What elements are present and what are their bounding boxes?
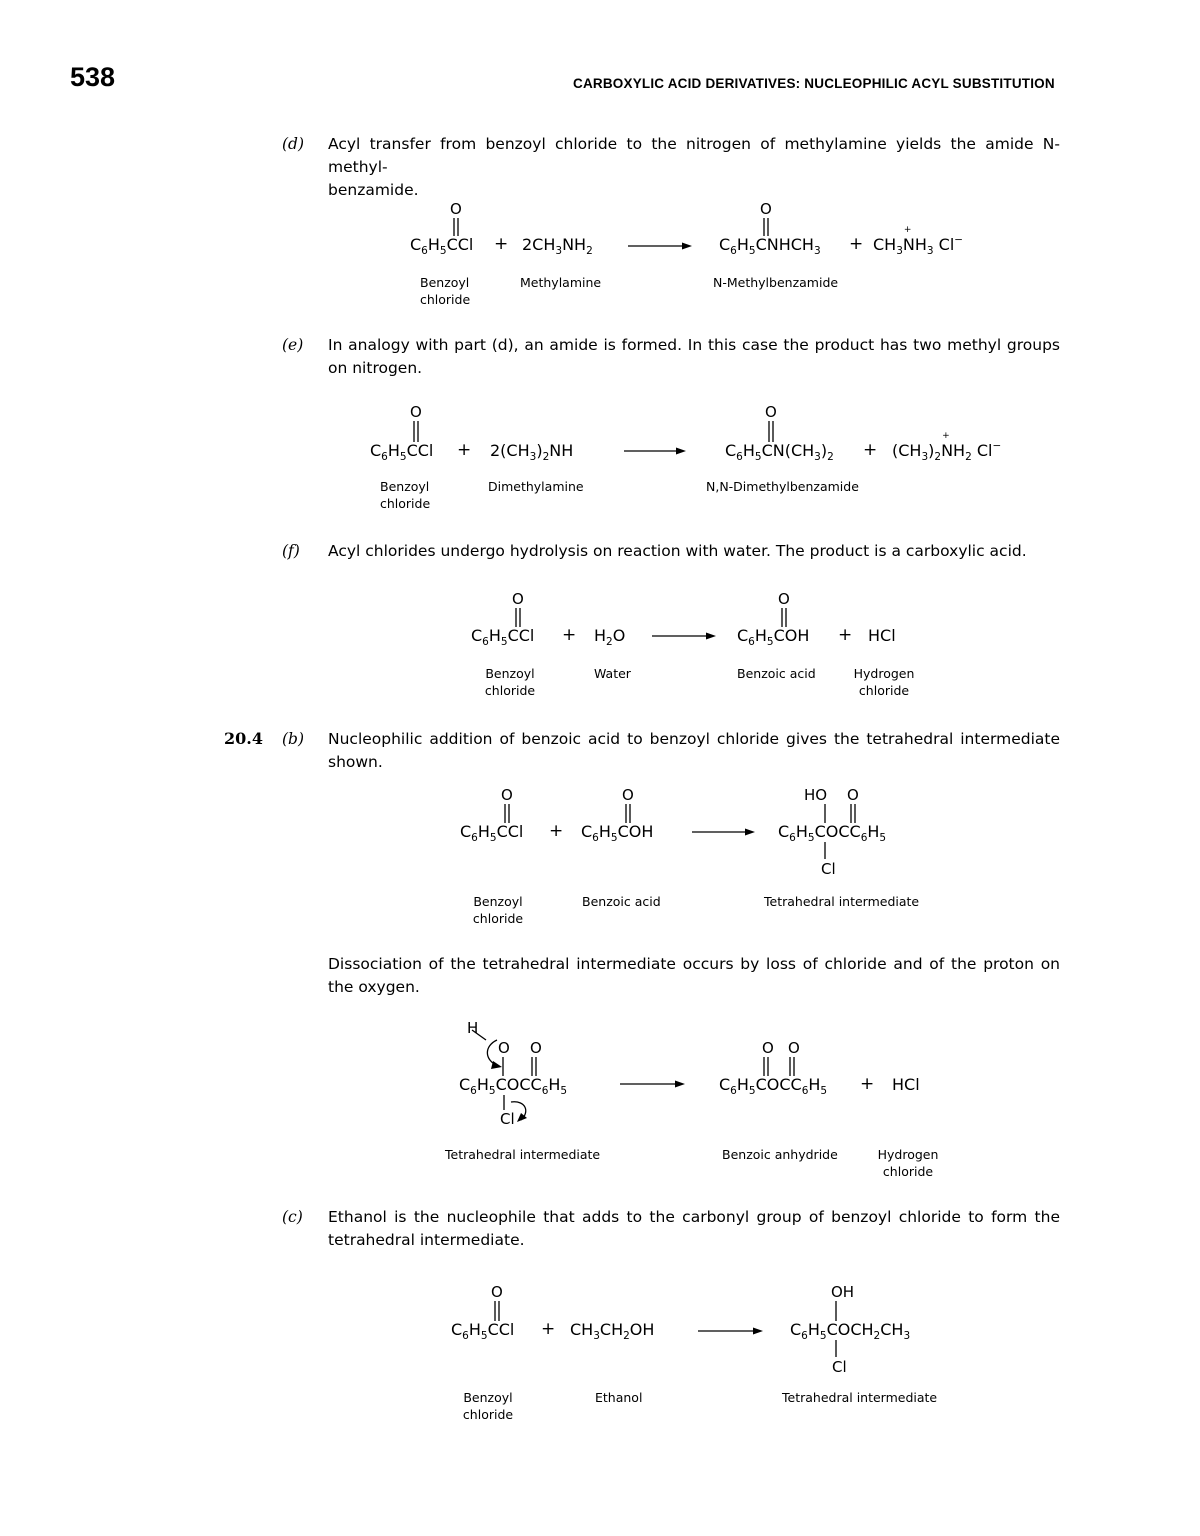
label-hydrogen-chloride: Hydrogen chloride	[853, 666, 915, 698]
label-tetrahedral-intermediate: Tetrahedral intermediate	[764, 894, 920, 909]
benzoic-acid-formula: $C_6H_5COH$	[581, 822, 654, 844]
label-benzoic-acid: Benzoic acid	[737, 666, 816, 681]
label-benzoyl-chloride: Benzoyl chloride	[420, 275, 471, 307]
label-tetrahedral-intermediate: Tetrahedral intermediate	[782, 1390, 938, 1405]
part-c-text: Ethanol is the nucleophile that adds to the carbonyl group of benzoyl chloride to form the tetrahedral intermediate.	[328, 1208, 1060, 1249]
part-c-label: (c)	[282, 1208, 303, 1226]
dimethylammonium-chloride-formula: $(CH_3)_2+ NH_2$ Cl−	[892, 441, 1001, 460]
part-f-text: Acyl chlorides undergo hydrolysis on reaction with water. The product is a carboxylic acid.	[328, 542, 1027, 560]
benzoyl-chloride-formula: $C_6H_5CCl$	[471, 626, 535, 648]
label-benzoyl-chloride: Benzoyl chloride	[472, 894, 524, 926]
water-formula: $H_2O$	[594, 626, 626, 648]
hcl-formula: HCl	[868, 626, 896, 645]
part-d-label: (d)	[282, 135, 305, 153]
label-n-methylbenzamide: N-Methylbenzamide	[713, 275, 839, 290]
ethanol-formula: $CH_3CH_2OH$	[570, 1320, 655, 1342]
benzoic-acid-formula: $C_6H_5COH$	[737, 626, 810, 648]
label-dimethylbenzamide: N,N-Dimethylbenzamide	[706, 479, 859, 494]
dissociation-text: Dissociation of the tetrahedral intermediate occurs by loss of chloride and of the proton on the oxygen.	[328, 955, 1060, 996]
hcl-formula: HCl	[892, 1075, 920, 1094]
label-hydrogen-chloride: Hydrogen chloride	[877, 1147, 939, 1179]
dimethylbenzamide-formula: $C_6H_5CN(CH_3)_2$	[725, 441, 834, 463]
label-ethanol: Ethanol	[595, 1390, 643, 1405]
benzoyl-chloride-formula: $C_6H_5CCl$	[370, 441, 434, 463]
tetrahedral-intermediate-formula: $C_6H_5COCC_6H_5$	[459, 1075, 568, 1097]
part-b-label: (b)	[282, 730, 305, 748]
dimethylamine-formula: $2(CH_3)_2NH$	[490, 441, 574, 463]
label-benzoyl-chloride: Benzoyl chloride	[380, 479, 431, 511]
part-d-text: Acyl transfer from benzoyl chloride to the nitrogen of methylamine yields the amide N-methyl- benzamide.	[328, 135, 1060, 199]
label-water: Water	[594, 666, 631, 681]
methylammonium-chloride-formula: $CH_3+ NH_3$ Cl−	[873, 235, 963, 254]
page-number: 538	[70, 62, 116, 92]
label-benzoyl-chloride: Benzoyl chloride	[462, 1390, 514, 1422]
benzoic-anhydride-formula: $C_6H_5COCC_6H_5$	[719, 1075, 828, 1097]
benzoyl-chloride-formula: $C_6H_5CCl$	[460, 822, 524, 844]
tetrahedral-intermediate-formula: $C_6H_5COCC_6H_5$	[778, 822, 887, 844]
label-tetrahedral-intermediate: Tetrahedral intermediate	[445, 1147, 601, 1162]
methylamine-formula: $2CH_3NH_2$	[522, 235, 593, 257]
part-b-text: Nucleophilic addition of benzoic acid to benzoyl chloride gives the tetrahedral intermediate shown.	[328, 730, 1060, 771]
tetrahedral-intermediate-formula: $C_6H_5COCH_2CH_3$	[790, 1320, 911, 1342]
running-title: CARBOXYLIC ACID DERIVATIVES: NUCLEOPHILIC ACYL SUBSTITUTION	[573, 76, 1055, 91]
label-benzoyl-chloride: Benzoyl chloride	[484, 666, 536, 698]
label-benzoic-anhydride: Benzoic anhydride	[722, 1147, 838, 1162]
benzoyl-chloride-formula: $C_6H_5CCl$	[410, 235, 474, 257]
part-e-text: In analogy with part (d), an amide is formed. In this case the product has two methyl groups on nitrogen.	[328, 336, 1060, 377]
part-f-label: (f)	[282, 542, 300, 560]
label-dimethylamine: Dimethylamine	[488, 479, 584, 494]
problem-number: 20.4	[224, 729, 263, 748]
label-benzoic-acid: Benzoic acid	[582, 894, 661, 909]
n-methylbenzamide-formula: $C_6H_5CNHCH_3$	[719, 235, 821, 257]
label-methylamine: Methylamine	[520, 275, 602, 290]
part-e-label: (e)	[282, 336, 304, 354]
benzoyl-chloride-formula: $C_6H_5CCl$	[451, 1320, 515, 1342]
